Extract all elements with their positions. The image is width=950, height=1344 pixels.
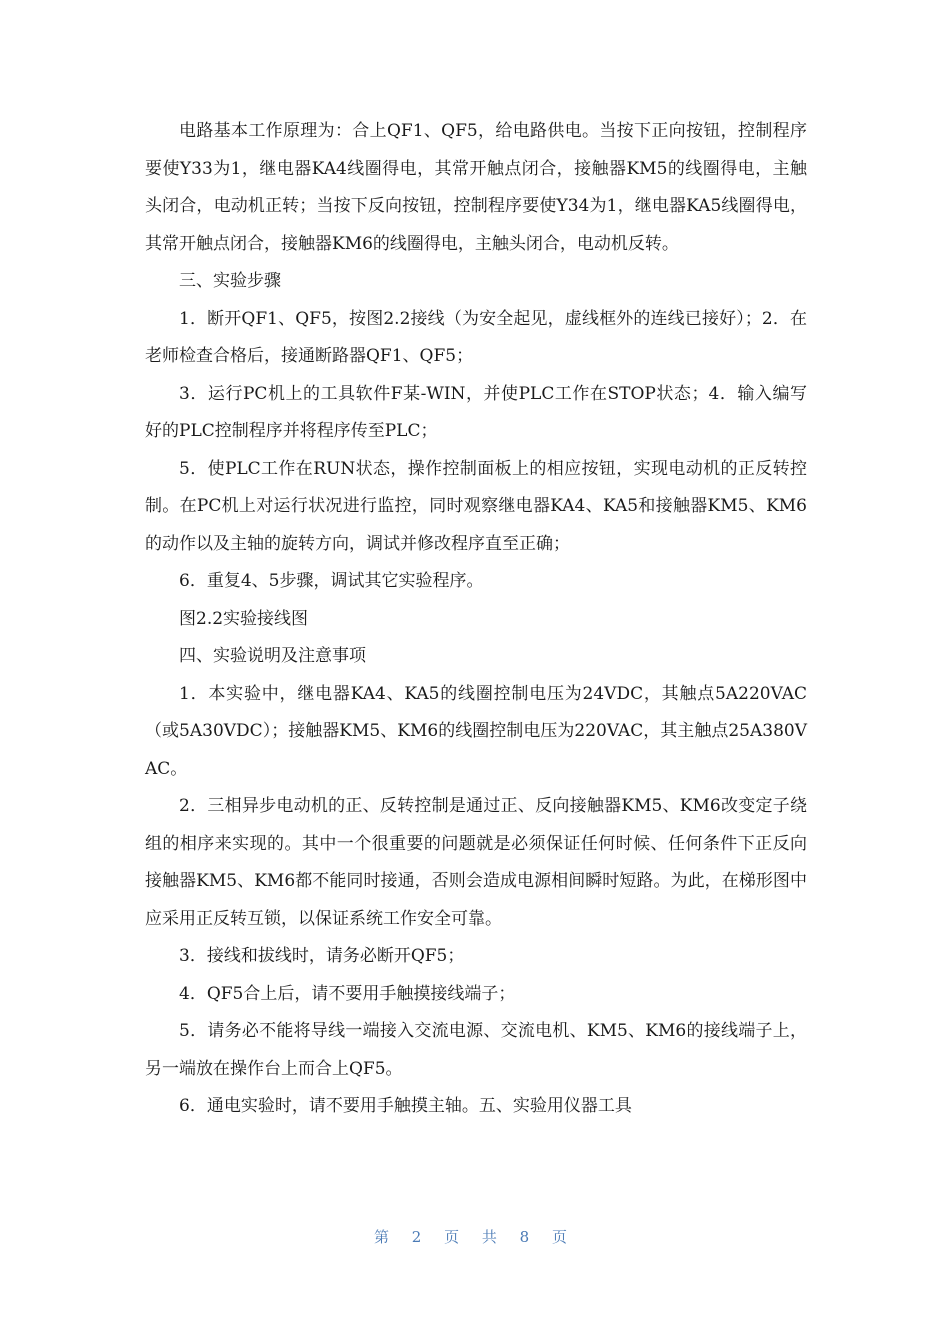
section-heading-notes: 四、实验说明及注意事项 xyxy=(179,646,366,666)
paragraph-note-3: 3．接线和拔线时，请务必断开QF5； xyxy=(179,946,465,966)
paragraph-step-6: 6．重复4、5步骤，调试其它实验程序。 xyxy=(179,571,484,591)
paragraph-note-6: 6．通电实验时，请不要用手触摸主轴。五、实验用仪器工具 xyxy=(179,1096,632,1116)
paragraph-note-5: 5．请务必不能将导线一端接入交流电源、交流电机、KM5、KM6的接线端子上，另一端放在操作台上而合上QF5。 xyxy=(145,1021,807,1079)
document-body xyxy=(145,113,807,1126)
paragraph-step-5: 5．使PLC工作在RUN状态，操作控制面板上的相应按钮，实现电动机的正反转控制。在PC机上对运行状况进行监控，同时观察继电器KA4、KA5和接触器KM5、KM6的动作以及主轴的旋转方向，调试并修改程序直至正确； xyxy=(145,458,807,554)
paragraph-note-4: 4．QF5合上后，请不要用手触摸接线端子； xyxy=(179,983,516,1004)
paragraph-step-1-2: 1．断开QF1、QF5，按图2.2接线（为安全起见，虚线框外的连线已接好）；2．在老师检查合格后，接通断路器QF1、QF5； xyxy=(145,308,807,366)
section-heading-experiment-steps: 三、实验步骤 xyxy=(179,271,281,291)
paragraph-working-principle: 电路基本工作原理为：合上QF1、QF5，给电路供电。当按下正向按钮，控制程序要使Y33为1，继电器KA4线圈得电，其常开触点闭合，接触器KM5的线圈得电，主触头闭合，电动机正转；当按下反向按钮，控制程序要使Y34为1，继电器KA5线圈得电，其常开触点闭合，接触器KM6的线圈得电，主触头闭合，电动机反转。 xyxy=(145,121,807,254)
paragraph-note-2: 2．三相异步电动机的正、反转控制是通过正、反向接触器KM5、KM6改变定子绕组的相序来实现的。其中一个很重要的问题就是必须保证任何时候、任何条件下正反向接触器KM5、KM6都不能同时接通，否则会造成电源相间瞬时短路。为此，在梯形图中应采用正反转互锁，以保证系统工作安全可靠。 xyxy=(145,796,807,929)
paragraph-note-1: 1．本实验中，继电器KA4、KA5的线圈控制电压为24VDC，其触点5A220VAC（或5A30VDC）；接触器KM5、KM6的线圈控制电压为220VAC，其主触点25A380VAC。 xyxy=(145,683,807,779)
figure-caption: 图2.2实验接线图 xyxy=(179,608,309,629)
paragraph-step-3-4: 3．运行PC机上的工具软件F某-WIN，并使PLC工作在STOP状态；4．输入编写好的PLC控制程序并将程序传至PLC； xyxy=(145,383,807,441)
page-number-footer: 第 2 页 共 8 页 xyxy=(374,1228,576,1246)
